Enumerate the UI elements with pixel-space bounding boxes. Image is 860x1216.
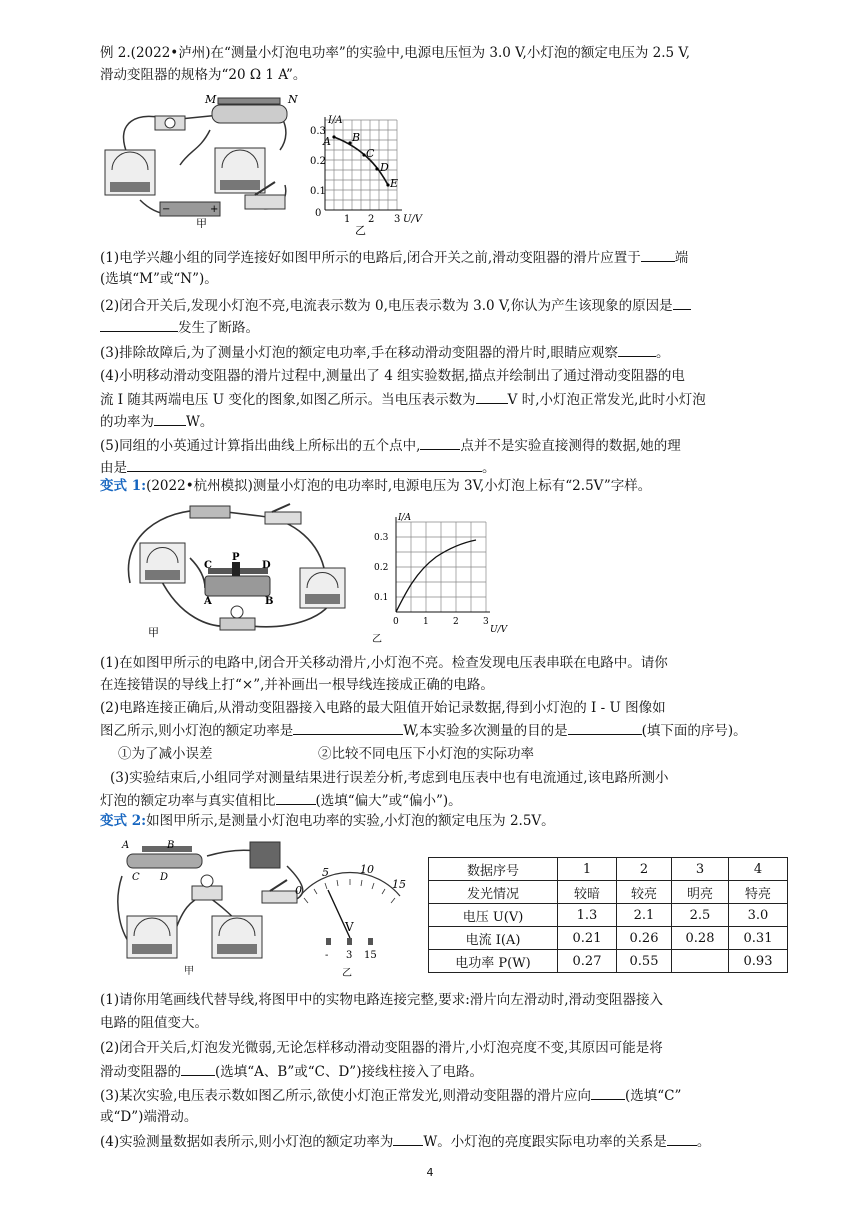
table-row [429,950,788,973]
label-jia: 甲 [148,626,159,639]
graph-point-B: B [352,131,361,144]
origin: 0 [315,208,322,219]
answer-blank[interactable] [127,457,482,472]
answer-blank[interactable] [393,1131,423,1146]
ytick-0.1: 0.1 [374,593,389,603]
graph-point-D: D [380,161,389,174]
label-N: N [288,93,298,106]
label-B: B [167,840,175,851]
meter-terminal-3: 3 [346,950,353,961]
table-cell: 较暗 [558,881,617,904]
v2-circuit-figure [112,836,312,976]
answer-blank[interactable] [154,411,186,426]
table-cell: 特亮 [729,881,788,904]
v2-data-table [428,857,788,973]
table-cell: 3 [672,858,729,881]
label-C: C [132,872,140,883]
ex2-q5-line-2: 由是 。 [100,457,496,478]
table-cell: 电流 I(A) [429,927,558,950]
v2-q3-line-1: (3)某次实验,电压表示数如图乙所示,欲使小灯泡正常发光,则滑动变阻器的滑片应向 (选填“C” [100,1085,681,1106]
v1-option-1: ①为了减小误差 [118,746,213,762]
ex2-q5-line-1: (5)同组的小英通过计算指出曲线上所标出的五个点中, 点并不是实验直接测得的数据,她的理 [100,435,681,456]
svg-text:+: + [210,204,219,215]
v2-intro: 变式 2:如图甲所示,是测量小灯泡电功率的实验,小灯泡的额定电压为 2.5V。 [100,813,555,829]
v1-tag: 变式 1: [100,478,147,494]
label-yi: 乙 [372,634,382,645]
table-cell: 3.0 [729,904,788,927]
answer-blank[interactable] [100,317,178,332]
ex2-circuit-figure [100,90,300,228]
meter-tick-10: 10 [360,863,374,876]
answer-blank[interactable] [276,790,316,805]
v2-q1-line-1: (1)请你用笔画线代替导线,将图甲中的实物电路连接完整,要求:滑片向左滑动时,滑动变阻器接入 [100,992,664,1008]
xtick-2: 2 [368,214,375,225]
label-M: M [205,93,217,106]
meter-zero: 0 [295,884,302,897]
graph-point-C: C [366,147,375,160]
ex2-q4-line-3: 的功率为 W。 [100,411,213,432]
table-cell: 4 [729,858,788,881]
graph-point-A: A [323,135,331,148]
label-yi: 乙 [342,968,352,978]
table-row [429,927,788,950]
graph-point-E: E [390,177,399,190]
meter-unit: V [345,920,354,934]
v2-q3-line-2: 或“D”)端滑动。 [100,1109,198,1125]
table-cell: 0.26 [617,927,672,950]
meter-terminal-neg: - [325,950,329,961]
ytick-0.3: 0.3 [310,126,326,137]
label-B: B [265,596,274,607]
table-cell: 0.21 [558,927,617,950]
xtick-3: 3 [394,214,401,225]
table-cell: 1 [558,858,617,881]
table-cell: 0.27 [558,950,617,973]
ex2-q1-line-2: (选填“M”或“N”)。 [100,271,218,287]
v1-q1-line-2: 在连接错误的导线上打“×”,并补画出一根导线连接成正确的电路。 [100,677,494,693]
v1-intro: 变式 1:(2022•杭州模拟)测量小灯泡的电功率时,电源电压为 3V,小灯泡上标有“2.5V”字样。 [100,478,652,494]
ytick-0.1: 0.1 [310,186,326,197]
table-cell: 较亮 [617,881,672,904]
label-C: C [204,560,212,571]
table-cell: 0.93 [729,950,788,973]
table-cell: 2.1 [617,904,672,927]
meter-tick-5: 5 [322,866,329,879]
ytick-0.3: 0.3 [374,533,389,543]
ex2-q4-line-1: (4)小明移动滑动变阻器的滑片过程中,测量出了 4 组实验数据,描点并绘制出了通过滑动变阻器的电 [100,368,685,384]
answer-blank[interactable] [591,1085,625,1100]
table-cell: 1.3 [558,904,617,927]
v2-q1-line-2: 电路的阻值变大。 [100,1015,208,1031]
xtick-0: 0 [393,617,399,627]
v1-circuit-figure [120,498,350,646]
table-cell: 数据序号 [429,858,558,881]
label-P: P [232,552,240,563]
meter-tick-15: 15 [392,878,406,891]
ex2-q1-line-1: (1)电学兴趣小组的同学连接好如图甲所示的电路后,闭合开关之前,滑动变阻器的滑片应置于 端 [100,247,688,268]
xtick-1: 1 [423,617,429,627]
ex2-q4-line-2: 流 I 随其两端电压 U 变化的图象,如图乙所示。当电压表示数为 V 时,小灯泡正常发光,此时小灯泡 [100,389,706,410]
svg-text:−: − [162,204,171,215]
ytick-0.2: 0.2 [374,563,389,573]
answer-blank[interactable] [618,342,656,357]
label-jia: 甲 [196,217,207,228]
v1-graph [366,512,516,646]
v2-q4: (4)实验测量数据如表所示,则小灯泡的额定功率为 W。小灯泡的亮度跟实际电功率的关系是 。 [100,1131,710,1152]
v2-q2-line-2: 滑动变阻器的 (选填“A、B”或“C、D”)接线柱接入了电路。 [100,1061,483,1082]
answer-blank[interactable] [476,389,508,404]
ex2-graph [310,115,430,235]
ex2-line-1: 例 2.(2022•泸州)在“测量小灯泡电功率”的实验中,电源电压恒为 3.0 V,小灯泡的额定电压为 2.5 V, [100,45,691,61]
meter-terminal-15: 15 [364,950,377,961]
answer-blank[interactable] [641,247,675,262]
ex2-q2-line-2: 发生了断路。 [100,317,259,338]
v2-tag: 变式 2: [100,813,147,829]
answer-blank[interactable] [181,1061,215,1076]
table-cell: 明亮 [672,881,729,904]
table-cell: 电压 U(V) [429,904,558,927]
x-axis-label: U/V [403,214,423,225]
xtick-1: 1 [344,214,351,225]
label-A: A [122,840,130,851]
answer-blank[interactable] [667,1131,697,1146]
xtick-3: 3 [483,617,489,627]
label-A: A [204,596,212,607]
answer-blank[interactable] [293,720,403,735]
label-yi: 乙 [355,224,366,235]
table-row [429,881,788,904]
table-cell: 0.28 [672,927,729,950]
v1-option-2: ②比较不同电压下小灯泡的实际功率 [318,746,534,762]
v1-q2-line-1: (2)电路连接正确后,从滑动变阻器接入电路的最大阻值开始记录数据,得到小灯泡的 I - U 图像如 [100,700,666,716]
ex2-line-2: 滑动变阻器的规格为“20 Ω 1 A”。 [100,67,307,83]
table-row [429,858,788,881]
answer-blank[interactable] [568,720,642,735]
v1-q3-line-2: 灯泡的额定功率与真实值相比 (选填“偏大”或“偏小”)。 [100,790,462,811]
label-D: D [262,560,271,571]
table-cell: 0.31 [729,927,788,950]
ytick-0.2: 0.2 [310,156,326,167]
v1-q1-line-1: (1)在如图甲所示的电路中,闭合开关移动滑片,小灯泡不亮。检查发现电压表串联在电路中。请你 [100,655,668,671]
v1-q2-line-2: 图乙所示,则小灯泡的额定功率是 W,本实验多次测量的目的是 (填下面的序号)。 [100,720,747,741]
ex2-q2-line-1: (2)闭合开关后,发现小灯泡不亮,电流表示数为 0,电压表示数为 3.0 V,你认为产生该现象的原因是 [100,295,691,316]
page-number: 4 [426,1166,434,1179]
x-axis-label: U/V [490,625,508,635]
ex2-q3: (3)排除故障后,为了测量小灯泡的额定电功率,手在移动滑动变阻器的滑片时,眼睛应观察 。 [100,342,670,363]
label-jia: 甲 [184,966,194,976]
table-cell: 2 [617,858,672,881]
v1-q3-line-1: (3)实验结束后,小组同学对测量结果进行误差分析,考虑到电压表中也有电流通过,该电路所测小 [110,770,669,786]
label-D: D [160,872,169,883]
v2-voltmeter-figure [292,858,412,978]
y-axis-label: I/A [328,115,343,126]
table-cell: 2.5 [672,904,729,927]
v2-q2-line-1: (2)闭合开关后,灯泡发光微弱,无论怎样移动滑动变阻器的滑片,小灯泡亮度不变,其原因可能是将 [100,1040,663,1056]
xtick-2: 2 [453,617,459,627]
table-row [429,904,788,927]
table-cell[interactable] [672,950,729,973]
answer-blank[interactable] [673,295,691,310]
answer-blank[interactable] [420,435,460,450]
table-cell: 发光情况 [429,881,558,904]
table-cell: 0.55 [617,950,672,973]
y-axis-label: I/A [398,513,412,523]
table-cell: 电功率 P(W) [429,950,558,973]
